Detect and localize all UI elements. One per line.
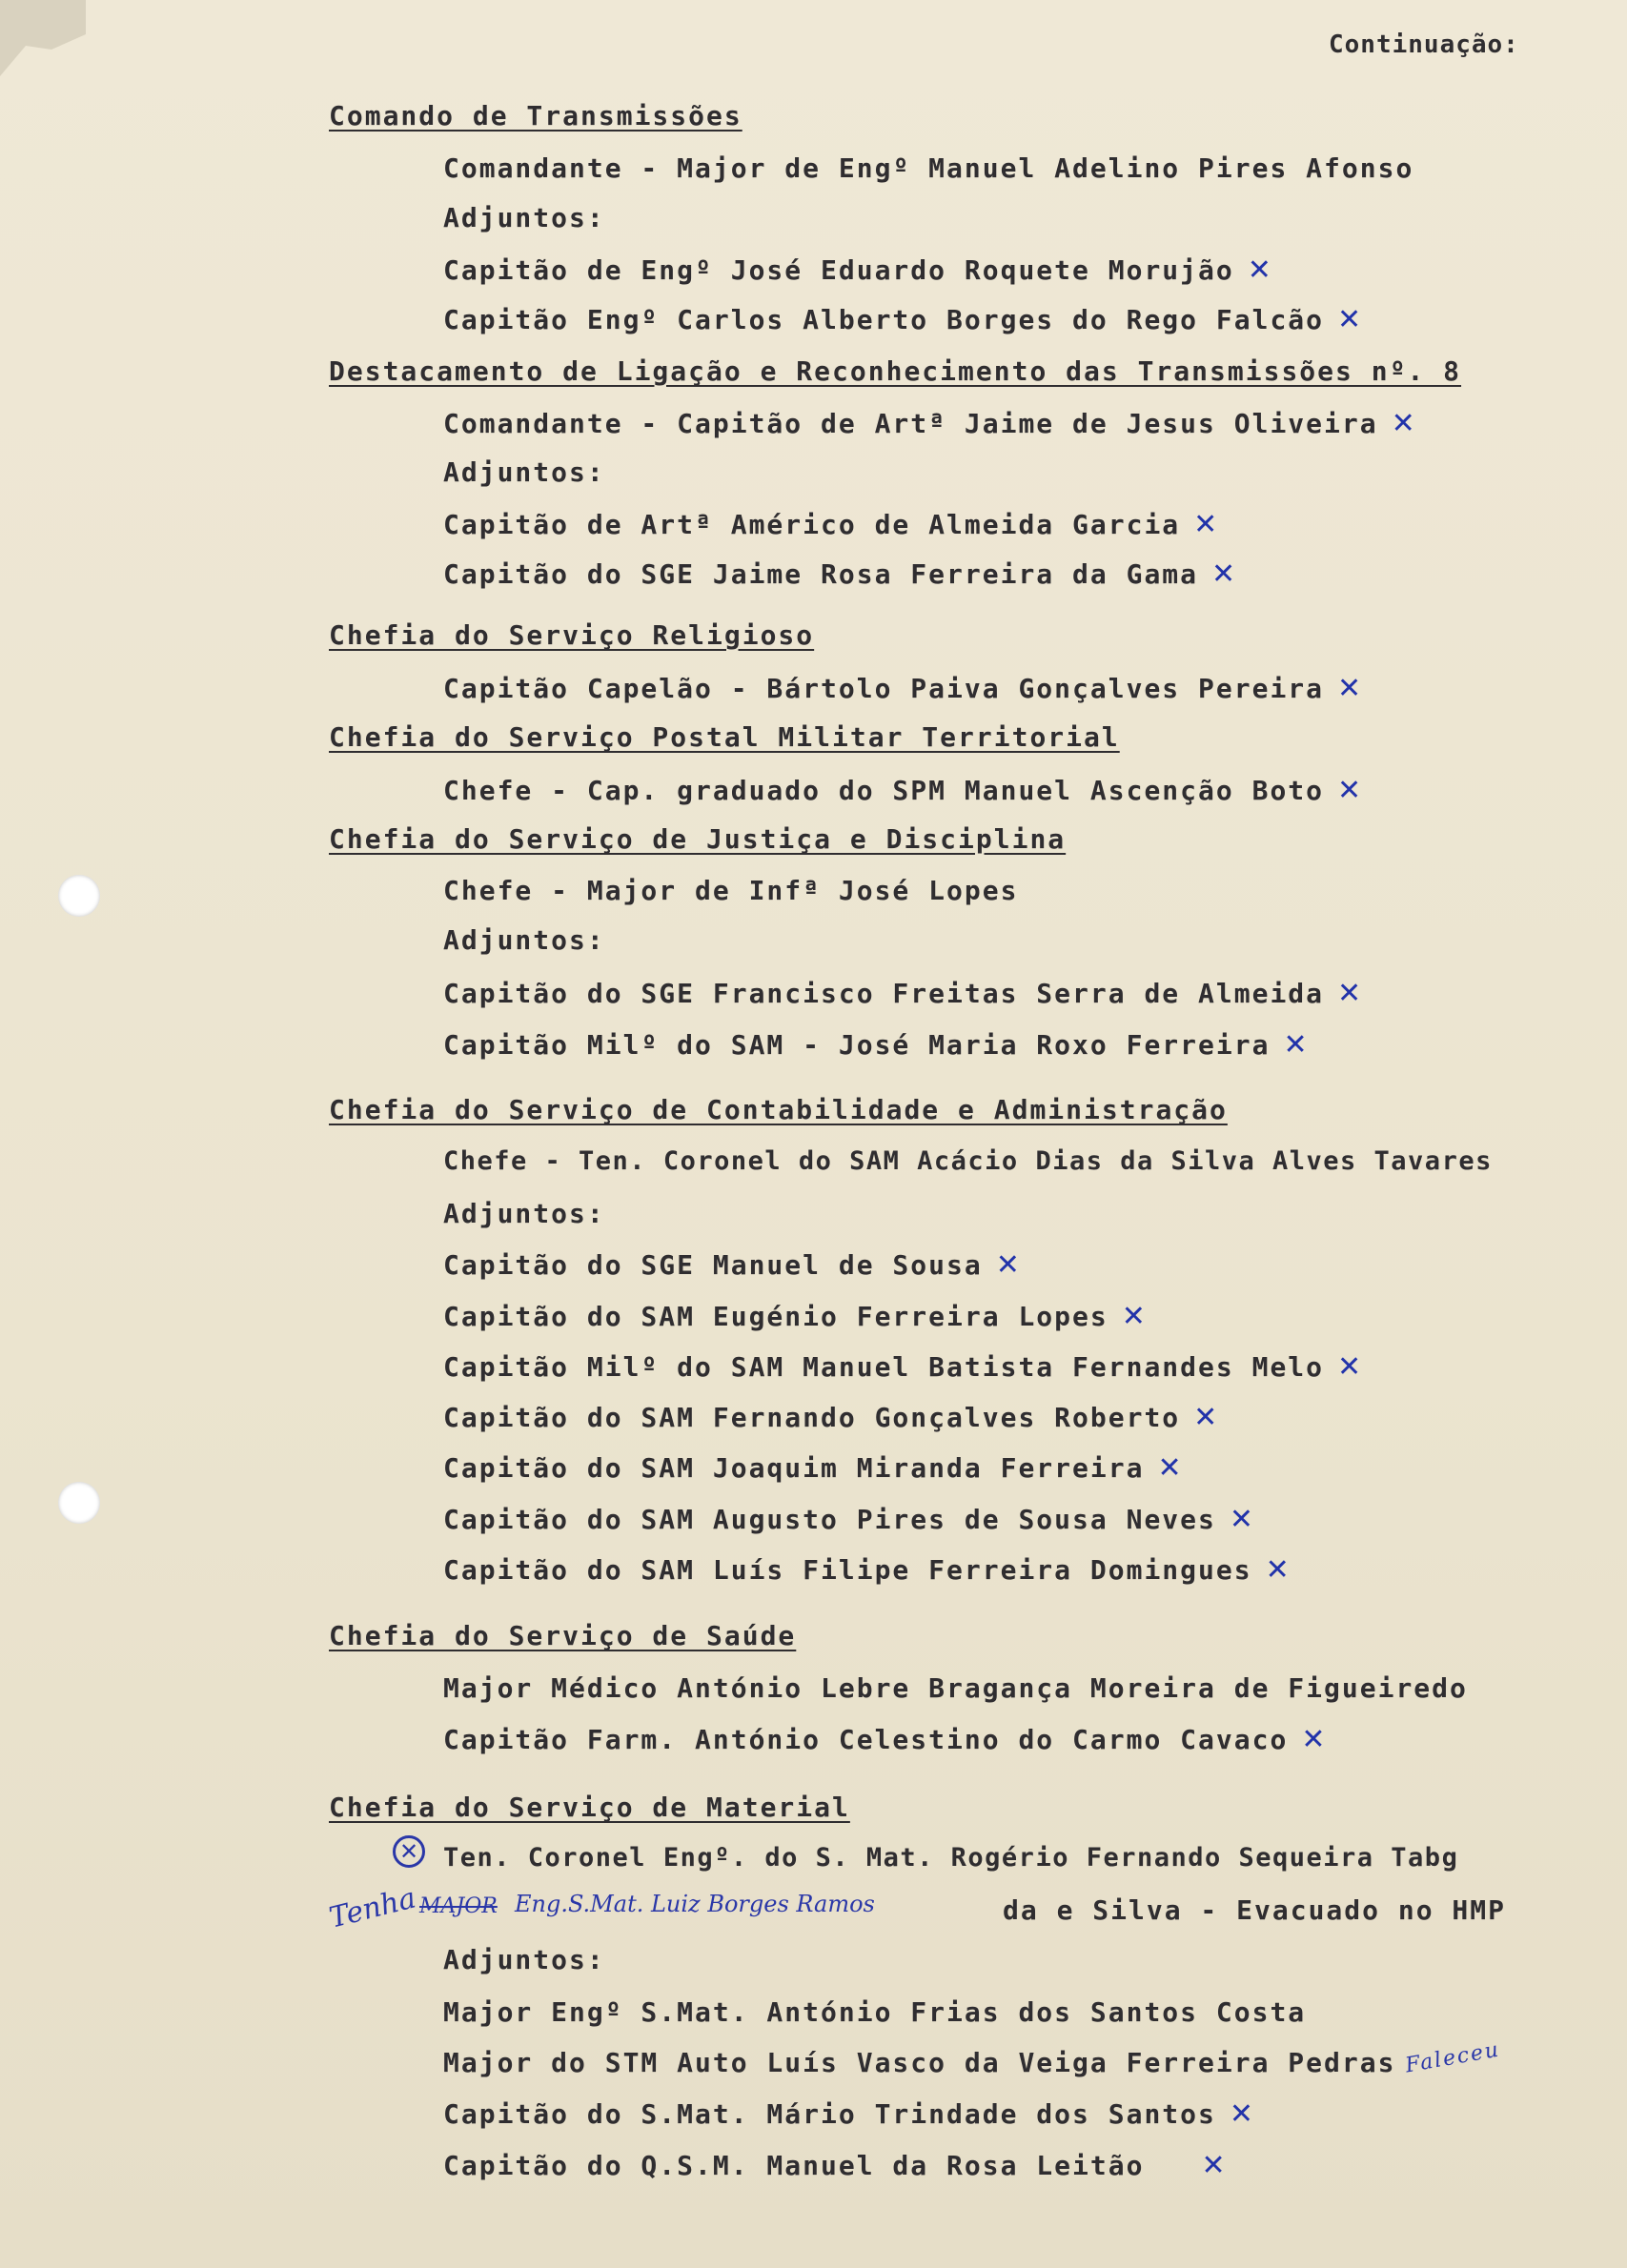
section-title: Chefia do Serviço de Saúde — [329, 1620, 797, 1651]
check-mark: ✕ — [1247, 253, 1271, 287]
list-item: Capitão do SAM Joaquim Miranda Ferreira ✕ — [443, 1451, 1182, 1485]
list-item: Capitão Capelão - Bártolo Paiva Gonçalves Pereira ✕ — [443, 672, 1362, 705]
check-mark: ✕ — [1283, 1028, 1308, 1062]
list-item: Capitão do SAM Eugénio Ferreira Lopes ✕ — [443, 1300, 1146, 1333]
material-chief-line-cont: da e Silva - Evacuado no HMP — [1003, 1894, 1507, 1926]
check-mark: ✕ — [1121, 1300, 1146, 1333]
section-title: Destacamento de Ligação e Reconhecimento das Transmissões nº. 8 — [329, 355, 1462, 387]
section-title: Chefia do Serviço de Contabilidade e Administração — [329, 1094, 1228, 1125]
check-mark: ✕ — [1229, 1503, 1254, 1536]
section-title: Chefia do Serviço Religioso — [329, 619, 815, 651]
list-item: Adjuntos: — [443, 202, 605, 233]
list-item: Adjuntos: — [443, 456, 605, 488]
section-title: Chefia do Serviço de Justiça e Disciplina — [329, 823, 1067, 855]
list-item: Capitão do SGE Francisco Freitas Serra de Almeida ✕ — [443, 977, 1362, 1010]
section-title: Comando de Transmissões — [329, 100, 742, 132]
check-mark: ✕ — [1211, 557, 1236, 591]
check-mark: ✕ — [1337, 1350, 1362, 1384]
list-item: Adjuntos: — [443, 1198, 605, 1229]
list-item: Major do STM Auto Luís Vasco da Veiga Ferreira Pedras Faleceu — [443, 2037, 1503, 2078]
material-chief-line: Ten. Coronel Engº. do S. Mat. Rogério Fernando Sequeira Tabg — [443, 1843, 1459, 1873]
list-item: Chefe - Major de Infª José Lopes — [443, 875, 1019, 906]
handwritten-note-faleceu: Faleceu — [1404, 2037, 1503, 2078]
check-mark: ✕ — [1337, 774, 1362, 807]
check-mark: ✕ — [995, 1248, 1020, 1282]
list-item: Chefe - Ten. Coronel do SAM Acácio Dias da Silva Alves Tavares — [443, 1146, 1493, 1176]
check-mark: ✕ — [1157, 1451, 1182, 1485]
list-item: Major Médico António Lebre Bragança Moreira de Figueiredo — [443, 1672, 1468, 1704]
check-mark: ✕ — [1391, 407, 1415, 440]
list-item: Capitão do SAM Luís Filipe Ferreira Domingues ✕ — [443, 1553, 1290, 1587]
check-mark: ✕ — [1229, 2097, 1254, 2131]
list-item: Capitão Milº do SAM Manuel Batista Fernandes Melo ✕ — [443, 1350, 1362, 1384]
check-mark: ✕ — [1337, 977, 1362, 1010]
list-item: Capitão Engº Carlos Alberto Borges do Rego Falcão ✕ — [443, 303, 1362, 336]
check-mark: ✕ — [1201, 2149, 1226, 2182]
check-mark: ✕ — [1337, 672, 1362, 705]
list-item: Capitão Farm. António Celestino do Carmo Cavaco ✕ — [443, 1723, 1326, 1756]
punch-hole — [58, 1482, 100, 1524]
list-item: Capitão do SGE Jaime Rosa Ferreira da Gama ✕ — [443, 557, 1236, 591]
list-item: Comandante - Capitão de Artª Jaime de Jesus Oliveira ✕ — [443, 407, 1415, 440]
list-item: Capitão Milº do SAM - José Maria Roxo Ferreira ✕ — [443, 1028, 1308, 1062]
list-item: Capitão do SGE Manuel de Sousa ✕ — [443, 1248, 1020, 1282]
list-item: Capitão do SAM Augusto Pires de Sousa Neves ✕ — [443, 1503, 1254, 1536]
list-item: Capitão do S.Mat. Mário Trindade dos Santos ✕ — [443, 2097, 1254, 2131]
check-mark: ✕ — [1193, 1401, 1218, 1434]
list-item: Adjuntos: — [443, 1944, 605, 1975]
list-item: Comandante - Major de Engº Manuel Adelino Pires Afonso — [443, 152, 1414, 184]
check-mark: ✕ — [1337, 303, 1362, 336]
list-item: Capitão do SAM Fernando Gonçalves Roberto ✕ — [443, 1401, 1218, 1434]
section-title: Chefia do Serviço de Material — [329, 1792, 850, 1823]
handwritten-note: Tenha — [326, 1881, 419, 1935]
continuation-label: Continuação: — [1329, 30, 1519, 59]
check-mark: ✕ — [1301, 1723, 1326, 1756]
list-item: Capitão do Q.S.M. Manuel da Rosa Leitão ✕ — [443, 2149, 1226, 2182]
list-item: Adjuntos: — [443, 924, 605, 956]
check-mark: ✕ — [1265, 1553, 1290, 1587]
list-item: Major Engº S.Mat. António Frias dos Santos Costa — [443, 1996, 1307, 2028]
handwritten-struck-word: MAJOR — [419, 1894, 498, 1918]
punch-hole — [58, 875, 100, 917]
list-item: Capitão de Engº José Eduardo Roquete Morujão ✕ — [443, 253, 1271, 287]
list-item: Chefe - Cap. graduado do SPM Manuel Ascenção Boto ✕ — [443, 774, 1362, 807]
section-title: Chefia do Serviço Postal Militar Territorial — [329, 721, 1120, 753]
circled-x-mark: ✕ — [393, 1835, 425, 1868]
list-item: Capitão de Artª Américo de Almeida Garcia ✕ — [443, 508, 1218, 541]
torn-corner — [0, 0, 86, 76]
handwritten-replacement: Eng.S.Mat. Luiz Borges Ramos — [515, 1891, 875, 1917]
check-mark: ✕ — [1193, 508, 1218, 541]
